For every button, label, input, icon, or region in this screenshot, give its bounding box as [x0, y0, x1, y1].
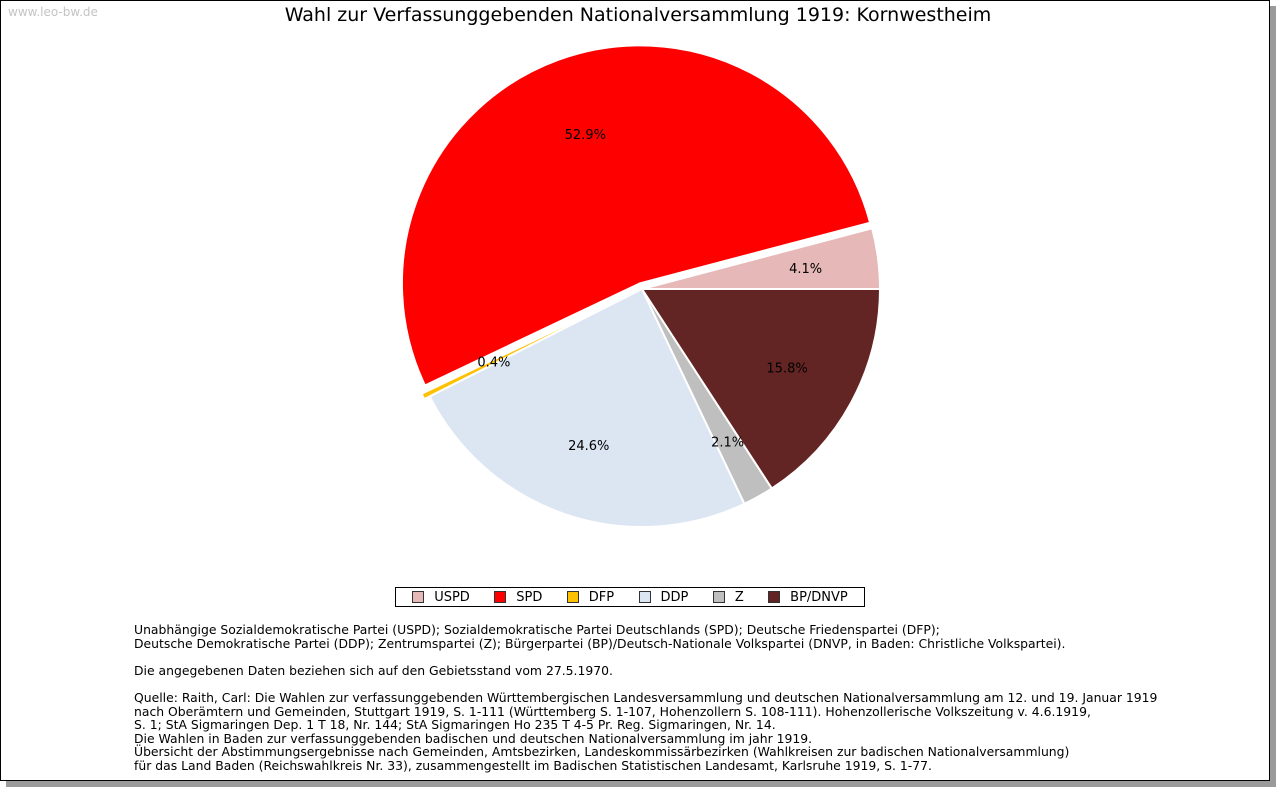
pie-label-ddp: 24.6% [568, 439, 610, 455]
legend-label: DDP [660, 589, 689, 605]
notes-source [134, 691, 1234, 773]
note-line: Die Wahlen in Baden zur verfassunggebenden badischen und deutschen Nationalversammlung im jahr 1919. [134, 730, 813, 746]
legend-label: SPD [516, 589, 543, 605]
note-line: Deutsche Demokratische Partei (DDP); Zentrumspartei (Z); Bürgerpartei (BP)/Deutsch-Nationale Volkspartei (DNVP, in Baden: Christliche Volkspartei). [134, 635, 1066, 651]
legend-swatch [768, 591, 780, 603]
legend [395, 587, 865, 607]
pie-label-bpdnvp: 15.8% [766, 361, 808, 377]
legend-label: BP/DNVP [790, 589, 848, 605]
legend-item-uspd [412, 590, 470, 605]
legend-swatch [567, 591, 579, 603]
pie-label-dfp: 0.4% [477, 355, 511, 371]
pie-label-uspd: 4.1% [789, 261, 823, 277]
note-line: nach Oberämtern und Gemeinden, Stuttgart 1919, S. 1-111 (Württemberg S. 1-107, Hohenzollern S. 108-111). Hohenzollerische Volkszeitung v. 4.6.1919, [134, 703, 1091, 719]
legend-item-ddp [639, 590, 689, 605]
notes-parties [134, 623, 1234, 650]
pie-chart [1, 1, 1269, 601]
legend-label: DFP [588, 589, 615, 605]
legend-swatch [713, 591, 725, 603]
legend-item-z [713, 590, 744, 605]
note-line: Die angegebenen Daten beziehen sich auf den Gebietsstand vom 27.5.1970. [134, 662, 613, 678]
pie-label-spd: 52.9% [564, 128, 606, 144]
notes [134, 623, 1234, 786]
legend-label: Z [734, 589, 744, 605]
note-line: Quelle: Raith, Carl: Die Wahlen zur verfassunggebenden Württembergischen Landesversammlung und deutschen Nationalversammlung am 12. und 19. Januar 1919 [134, 689, 1158, 705]
note-line: Übersicht der Abstimmungsergebnisse nach Gemeinden, Amtsbezirken, Landeskommissärbezirken (Wahlkreisen zur badischen Nationalversammlung) [134, 744, 1070, 760]
note-line: S. 1; StA Sigmaringen Dep. 1 T 18, Nr. 144; StA Sigmaringen Ho 235 T 4-5 Pr. Reg. Sigmaringen, Nr. 14. [134, 717, 776, 733]
legend-item-bpdnvp [768, 590, 848, 605]
watermark: www.leo-bw.de [8, 5, 98, 19]
legend-item-spd [494, 590, 542, 605]
note-line: Unabhängige Sozialdemokratische Partei (USPD); Sozialdemokratische Partei Deutschlands (SPD); Deutsche Friedenspartei (DFP); [134, 622, 940, 637]
note-line: für das Land Baden (Reichswahlkreis Nr. 33), zusammengestellt im Badischen Statistischen Landesamt, Karlsruhe 1919, S. 1-77. [134, 757, 932, 773]
pie-label-z: 2.1% [711, 435, 745, 451]
legend-label: USPD [434, 589, 470, 605]
legend-swatch [639, 591, 651, 603]
chart-title: Wahl zur Verfassunggebenden Nationalversammlung 1919: Kornwestheim [284, 4, 992, 26]
legend-swatch [494, 591, 506, 603]
notes-territory [134, 664, 1234, 678]
legend-swatch [412, 591, 424, 603]
legend-item-dfp [567, 590, 614, 605]
